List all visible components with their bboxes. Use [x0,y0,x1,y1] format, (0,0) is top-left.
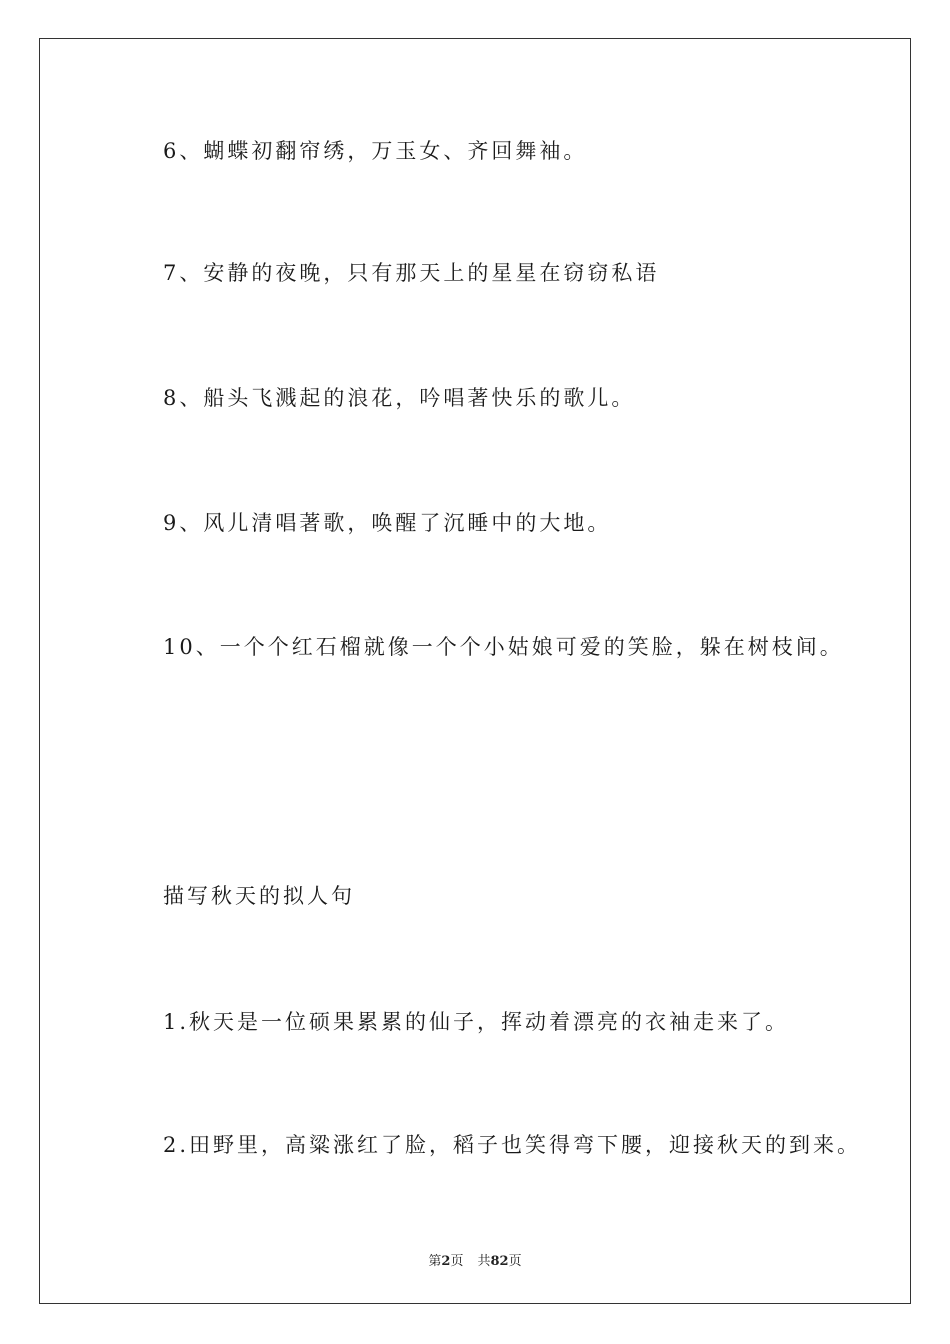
page-prefix: 第 [428,1254,442,1269]
section-line-1: 1.秋天是一位硕果累累的仙子，挥动着漂亮的衣袖走来了。 [163,1010,790,1034]
total-prefix: 共 [477,1254,491,1269]
page-frame [39,38,911,1304]
text-line-7: 7、安静的夜晚，只有那天上的星星在窃窃私语 [163,261,660,285]
page-suffix: 页 [450,1254,464,1269]
text-line-9: 9、风儿清唱著歌，唤醒了沉睡中的大地。 [163,511,612,535]
page-number: 2 [441,1254,451,1269]
total-pages: 82 [490,1254,509,1269]
page-footer [0,1250,950,1269]
total-suffix: 页 [508,1254,522,1269]
section-line-2: 2.田野里，高粱涨红了脸，稻子也笑得弯下腰，迎接秋天的到来。 [163,1133,862,1157]
text-line-10: 10、一个个红石榴就像一个个小姑娘可爱的笑脸，躲在树枝间。 [163,635,844,659]
text-line-6: 6、蝴蝶初翻帘绣，万玉女、齐回舞袖。 [163,139,588,163]
section-title: 描写秋天的拟人句 [163,884,355,908]
text-line-8: 8、船头飞溅起的浪花，吟唱著快乐的歌儿。 [163,386,636,410]
